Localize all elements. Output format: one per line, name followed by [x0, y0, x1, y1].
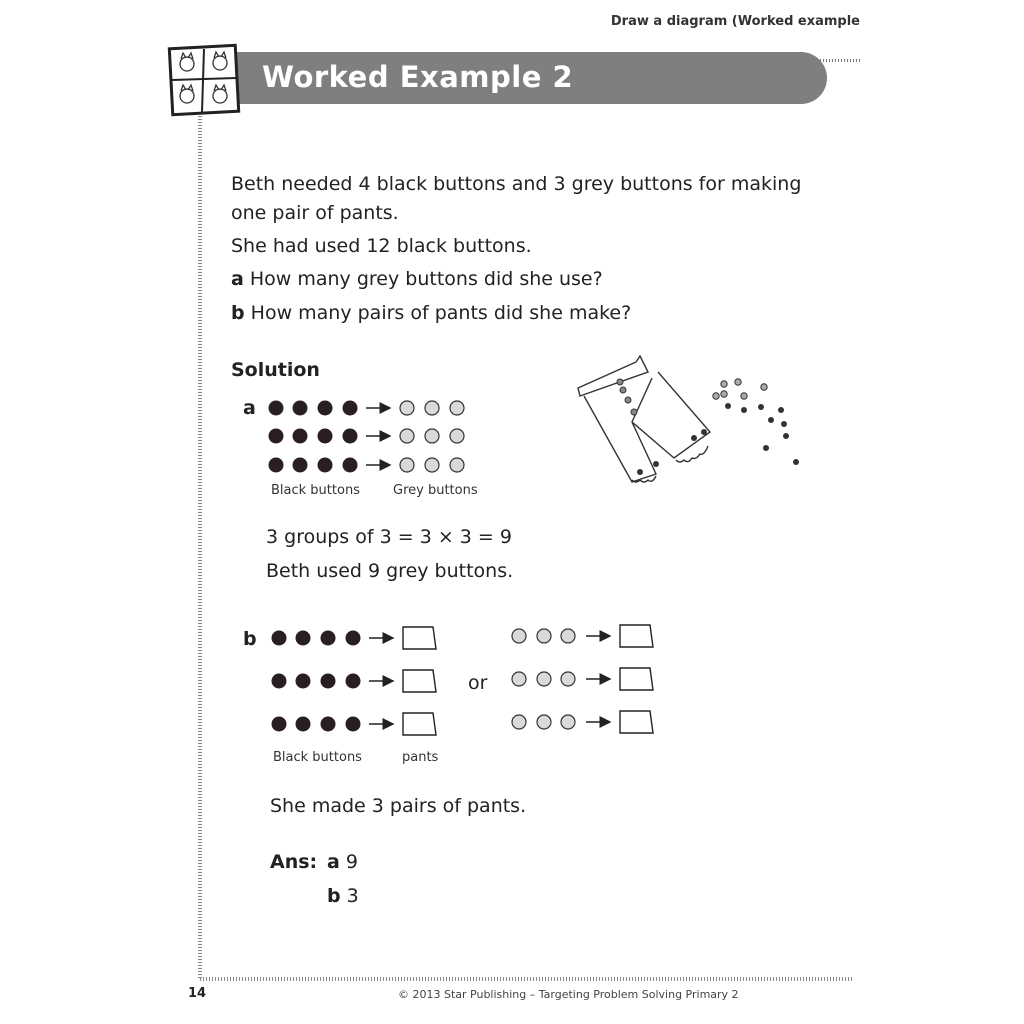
part-b-answer-sentence: She made 3 pairs of pants.: [270, 795, 527, 817]
part-a-row-3: [269, 458, 465, 473]
question-b-text: How many pairs of pants did she make?: [250, 302, 632, 324]
part-b-black-row-1: [272, 627, 437, 649]
question-b-label: b: [231, 302, 245, 324]
part-b-black-row-3: [272, 713, 437, 735]
part-b-black-row-2: [272, 670, 437, 692]
part-a-diagram: [264, 396, 484, 476]
problem-line-3: She had used 12 black buttons.: [231, 235, 532, 257]
problem-line-2: one pair of pants.: [231, 202, 399, 224]
page-title: Worked Example 2: [262, 60, 574, 94]
part-b-caption-pants: pants: [402, 750, 439, 765]
part-a-label: a: [243, 397, 256, 419]
banner-hatch: [820, 59, 860, 62]
part-a-row-2: [269, 429, 465, 444]
question-a: [231, 268, 603, 290]
part-a-caption-black: Black buttons: [271, 483, 360, 498]
or-text: or: [468, 672, 488, 694]
part-a-caption-grey: Grey buttons: [393, 483, 478, 498]
question-a-label: a: [231, 268, 244, 290]
copyright-footer: © 2013 Star Publishing – Targeting Problem Solving Primary 2: [398, 988, 739, 1001]
answers-label: Ans:: [270, 851, 318, 873]
pants-illustration: [576, 352, 816, 482]
frame-left-border: [198, 116, 202, 980]
page-number: 14: [188, 986, 207, 1001]
frame-bottom-border: [200, 977, 852, 981]
part-b-grey-row-2: [512, 668, 653, 690]
problem-line-1: Beth needed 4 black buttons and 3 grey buttons for making: [231, 173, 802, 195]
answer-b-value: 3: [346, 885, 359, 907]
cats-icon: [168, 44, 240, 116]
part-b-black-diagram: [267, 624, 447, 734]
part-b-grey-row-1: [512, 625, 653, 647]
answer-a-label: a: [327, 851, 340, 873]
part-a-answer-sentence: Beth used 9 grey buttons.: [266, 560, 514, 582]
part-a-equation: 3 groups of 3 = 3 × 3 = 9: [266, 526, 512, 548]
question-a-text: How many grey buttons did she use?: [249, 268, 603, 290]
part-b-caption-black: Black buttons: [273, 750, 362, 765]
part-b-grey-diagram: [504, 622, 664, 732]
question-b: [231, 302, 631, 324]
part-b-label: b: [243, 628, 257, 650]
answer-a-value: 9: [345, 851, 358, 873]
running-header: Draw a diagram (Worked example: [610, 14, 860, 29]
solution-heading: Solution: [231, 359, 320, 381]
answer-a: [327, 851, 358, 873]
answer-b: [327, 885, 359, 907]
part-a-row-1: [269, 401, 465, 416]
part-b-grey-row-3: [512, 711, 653, 733]
answer-b-label: b: [327, 885, 341, 907]
